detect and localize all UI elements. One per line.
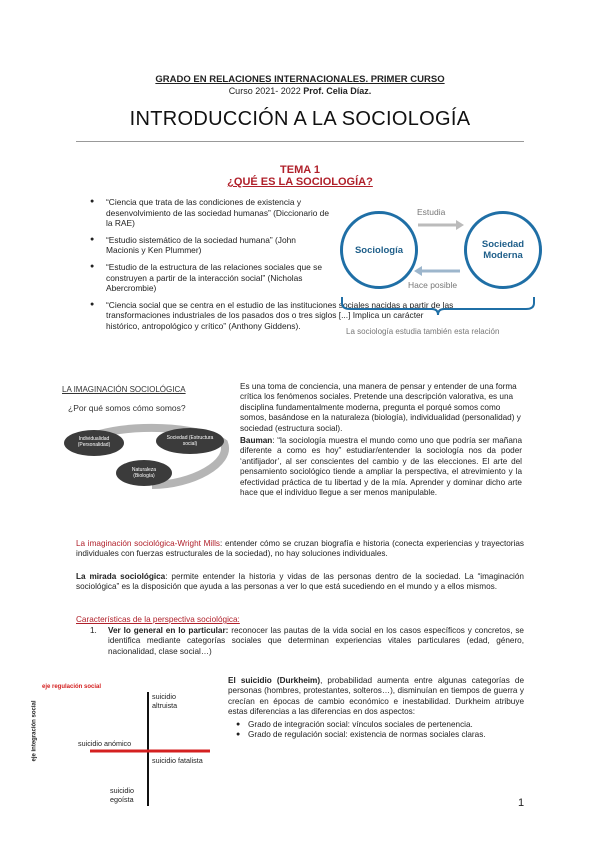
imagination-question: ¿Por qué somos cómo somos? bbox=[68, 403, 186, 413]
wright-mills-text: : entender cómo se cruzan biografía e historia (conecta experiencias y trayectorias individuales con fuerzas estructurales de la sociedad), no hay soluciones individuales. bbox=[76, 539, 525, 559]
naturaleza-label: Naturaleza (Biología) bbox=[131, 467, 157, 479]
anomico-label: suicidio anómico bbox=[78, 739, 132, 748]
wright-mills-label: La imaginación sociológica-Wright Mills bbox=[76, 539, 220, 548]
altruista-label bbox=[152, 692, 177, 710]
relation-diagram bbox=[338, 205, 538, 345]
egoista-line2: egoísta bbox=[110, 795, 134, 804]
egoista-label bbox=[110, 786, 134, 804]
axis-integration-label: eje integración social bbox=[31, 700, 38, 762]
imagination-diagram bbox=[62, 385, 238, 493]
altruista-line1: suicidio bbox=[152, 692, 176, 701]
mirada-label: La mirada sociológica bbox=[76, 572, 166, 581]
sociedad-moderna-label: Sociedad Moderna bbox=[481, 239, 525, 261]
durkheim-paragraph bbox=[228, 676, 524, 740]
bauman-label: Bauman bbox=[240, 436, 273, 445]
mirada-paragraph bbox=[76, 572, 524, 593]
page-title: INTRODUCCIÓN A LA SOCIOLOGÍA bbox=[129, 108, 471, 130]
year: Curso 2021- 2022 bbox=[228, 86, 301, 96]
sociedad-label: Sociedad (Estructura social) bbox=[166, 435, 214, 447]
definition-item: ● “Ciencia que trata de las condiciones de existencia y desenvolvimiento de las sociedad humanas” (Diccionario de la RAE) bbox=[90, 197, 330, 229]
imagination-svg bbox=[62, 413, 238, 493]
item-number: 1. bbox=[90, 626, 97, 635]
bauman-text: : “la sociología muestra el mundo como uno que podría ser mañana diferente a como es hoy” estudiar/entender la sociología nos da poder ‘antifijador’, al ser conscientes del cambio y de las elecciones. El arte del pensamiento sociológico tiende a ampliar la perspectiva, el atrevimiento y la efectividad práctica de tu libertad y de la mía. Aprender y dominar dicho arte hace que el individuo llegue a ser menos manipulable. bbox=[240, 436, 522, 498]
durkheim-text: , probabilidad aumenta entre algunas categorías de personas (hombres, protestantes, solteros…), disminuían en tiempos de guerra y crecían en épocas de cambio económico e inestabilidad. Durkheim atribuye estas diferencias a las diferencias en dos aspectos: bbox=[228, 676, 525, 717]
imagination-title: LA IMAGINACIÓN SOCIOLÓGICA bbox=[62, 385, 186, 394]
tema-question: ¿QUÉ ES LA SOCIOLOGÍA? bbox=[227, 176, 373, 188]
estudia-label: Estudia bbox=[417, 207, 446, 217]
caracteristica-item-1 bbox=[90, 626, 524, 657]
tema-number: TEMA 1 bbox=[280, 164, 320, 176]
suicide-chart bbox=[31, 684, 212, 814]
title-divider bbox=[76, 141, 524, 142]
relation-brace bbox=[342, 297, 534, 315]
intro-paragraph: Es una toma de conciencia, una manera de pensar y entender de una forma crítica los fenómenos sociales. Pretende una descripción valorativa, es una disciplina fundamentalmente moderna, pregunta el porqué somos como somos, basándose en la naturaleza (biología), individualidad (personalidad) y sociedad (estructura social). bbox=[240, 382, 521, 433]
caracteristicas-heading: Características de la perspectiva sociológica: bbox=[76, 615, 240, 624]
page-number: 1 bbox=[518, 797, 525, 809]
item-label: Ver lo general en lo particular: bbox=[108, 626, 229, 635]
bauman-paragraph bbox=[240, 436, 522, 498]
fatalista-label: suicidio fatalista bbox=[152, 756, 203, 765]
year-line bbox=[0, 86, 600, 96]
estudia-arrow-head bbox=[456, 220, 464, 230]
definition-text: “Ciencia social que se centra en el estudio de las instituciones sociales nacidas a partir de las transformaciones industriales de los pasados dos o tres siglos [...] Implica un carácter histórico, antropológico y crítico” (Anthony Giddens). bbox=[106, 299, 454, 331]
altruista-line2: altruista bbox=[152, 701, 178, 710]
hace-posible-label: Hace posible bbox=[408, 280, 458, 290]
individualidad-label: Individualidad (Personalidad) bbox=[77, 436, 111, 448]
arrows-svg bbox=[338, 205, 538, 345]
durkheim-bullet: ● Grado de regulación social: existencia de normas sociales claras. bbox=[228, 730, 524, 740]
sociologia-label: Sociología bbox=[354, 244, 404, 256]
professor: Prof. Celia Díaz. bbox=[303, 86, 372, 96]
durkheim-bullet: ● Grado de integración social: vínculos sociales de pertenencia. bbox=[228, 720, 524, 730]
item-text: reconocer las pautas de la vida social en los casos específicos y concretos, se identifica mediante categorías sociales que determinan experiencias vitales particulares (edad, género, nacionalidad, clase social…) bbox=[108, 626, 524, 656]
axis-regulation-label: eje regulación social bbox=[42, 684, 102, 690]
mirada-text: : permite entender la historia y vidas de las personas dentro de la sociedad. La “imaginación sociológica” es la disposición que ayuda a las personas a ver lo que está sucediendo en el mundo y a ellos mismos. bbox=[76, 572, 524, 592]
hace-posible-arrow-head bbox=[414, 266, 422, 276]
definition-item: ● “Estudio sistemático de la sociedad humana” (John Macionis y Ken Plummer) bbox=[90, 235, 330, 256]
relation-caption: La sociología estudia también esta relación bbox=[346, 327, 500, 336]
course-line: GRADO EN RELACIONES INTERNACIONALES. PRIMER CURSO bbox=[155, 74, 445, 85]
wright-mills-paragraph bbox=[76, 539, 524, 560]
definition-item: ● “Estudio de la estructura de las relaciones sociales que se construyen a partir de la interacción social” (Nicholas Abercrombie) bbox=[90, 262, 330, 294]
durkheim-label: El suicidio (Durkheim) bbox=[228, 676, 321, 685]
egoista-line1: suicidio bbox=[110, 786, 134, 795]
